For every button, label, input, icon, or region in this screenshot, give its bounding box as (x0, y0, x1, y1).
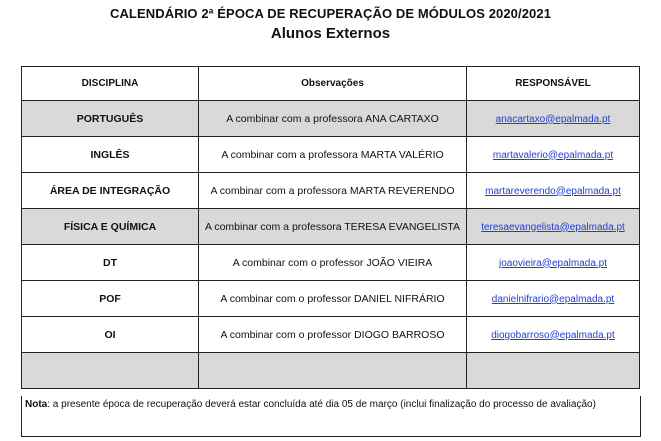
empty-cell (22, 353, 199, 389)
table-row (22, 281, 640, 317)
empty-cell (467, 353, 640, 389)
email-cell (467, 281, 640, 317)
empty-cell (199, 353, 467, 389)
table-row (22, 101, 640, 137)
schedule-table (21, 66, 640, 389)
document-title: CALENDÁRIO 2ª ÉPOCA DE RECUPERAÇÃO DE MÓDULOS 2020/2021 (109, 6, 552, 21)
observation-cell: A combinar com o professor DIOGO BARROSO (199, 317, 467, 353)
note-label: Nota (25, 399, 48, 410)
email-cell (467, 101, 640, 137)
email-link[interactable]: diogobarroso@epalmada.pt (491, 329, 615, 341)
email-cell (467, 173, 640, 209)
subject-cell: PORTUGUÊS (22, 101, 199, 137)
observation-cell: A combinar com a professora ANA CARTAXO (199, 101, 467, 137)
subject-cell: OI (22, 317, 199, 353)
email-cell (467, 245, 640, 281)
email-link[interactable]: joaovieira@epalmada.pt (499, 257, 607, 269)
observation-cell: A combinar com a professora MARTA REVERENDO (199, 173, 467, 209)
table-row (22, 317, 640, 353)
email-cell (467, 209, 640, 245)
table-row (22, 209, 640, 245)
email-link[interactable]: danielnifrario@epalmada.pt (491, 293, 615, 305)
table-header-row (22, 67, 640, 101)
subject-cell: DT (22, 245, 199, 281)
observation-cell: A combinar com o professor JOÃO VIEIRA (199, 245, 467, 281)
email-cell (467, 317, 640, 353)
table-row (22, 137, 640, 173)
email-cell (467, 137, 640, 173)
document-subtitle: Alunos Externos (270, 25, 391, 42)
observation-cell: A combinar com a professora TERESA EVANGELISTA (199, 209, 467, 245)
footnote (21, 396, 641, 437)
header-disciplina: DISCIPLINA (22, 67, 199, 101)
email-link[interactable]: teresaevangelista@epalmada.pt (481, 221, 625, 233)
subject-cell: FÍSICA E QUÍMICA (22, 209, 199, 245)
subject-cell: ÁREA DE INTEGRAÇÃO (22, 173, 199, 209)
header-observacoes: Observações (199, 67, 467, 101)
subject-cell: INGLÊS (22, 137, 199, 173)
subject-cell: POF (22, 281, 199, 317)
header-responsavel: RESPONSÁVEL (467, 67, 640, 101)
empty-table-row (22, 353, 640, 389)
observation-cell: A combinar com a professora MARTA VALÉRIO (199, 137, 467, 173)
email-link[interactable]: martavalerio@epalmada.pt (492, 149, 614, 161)
observation-cell: A combinar com o professor DANIEL NIFRÁRIO (199, 281, 467, 317)
table-row (22, 173, 640, 209)
email-link[interactable]: martareverendo@epalmada.pt (485, 185, 621, 197)
email-link[interactable]: anacartaxo@epalmada.pt (495, 113, 611, 125)
note-text: : a presente época de recuperação deverá estar concluída até dia 05 de março (inclui finalização do processo de avaliação) (47, 399, 596, 410)
table-row (22, 245, 640, 281)
